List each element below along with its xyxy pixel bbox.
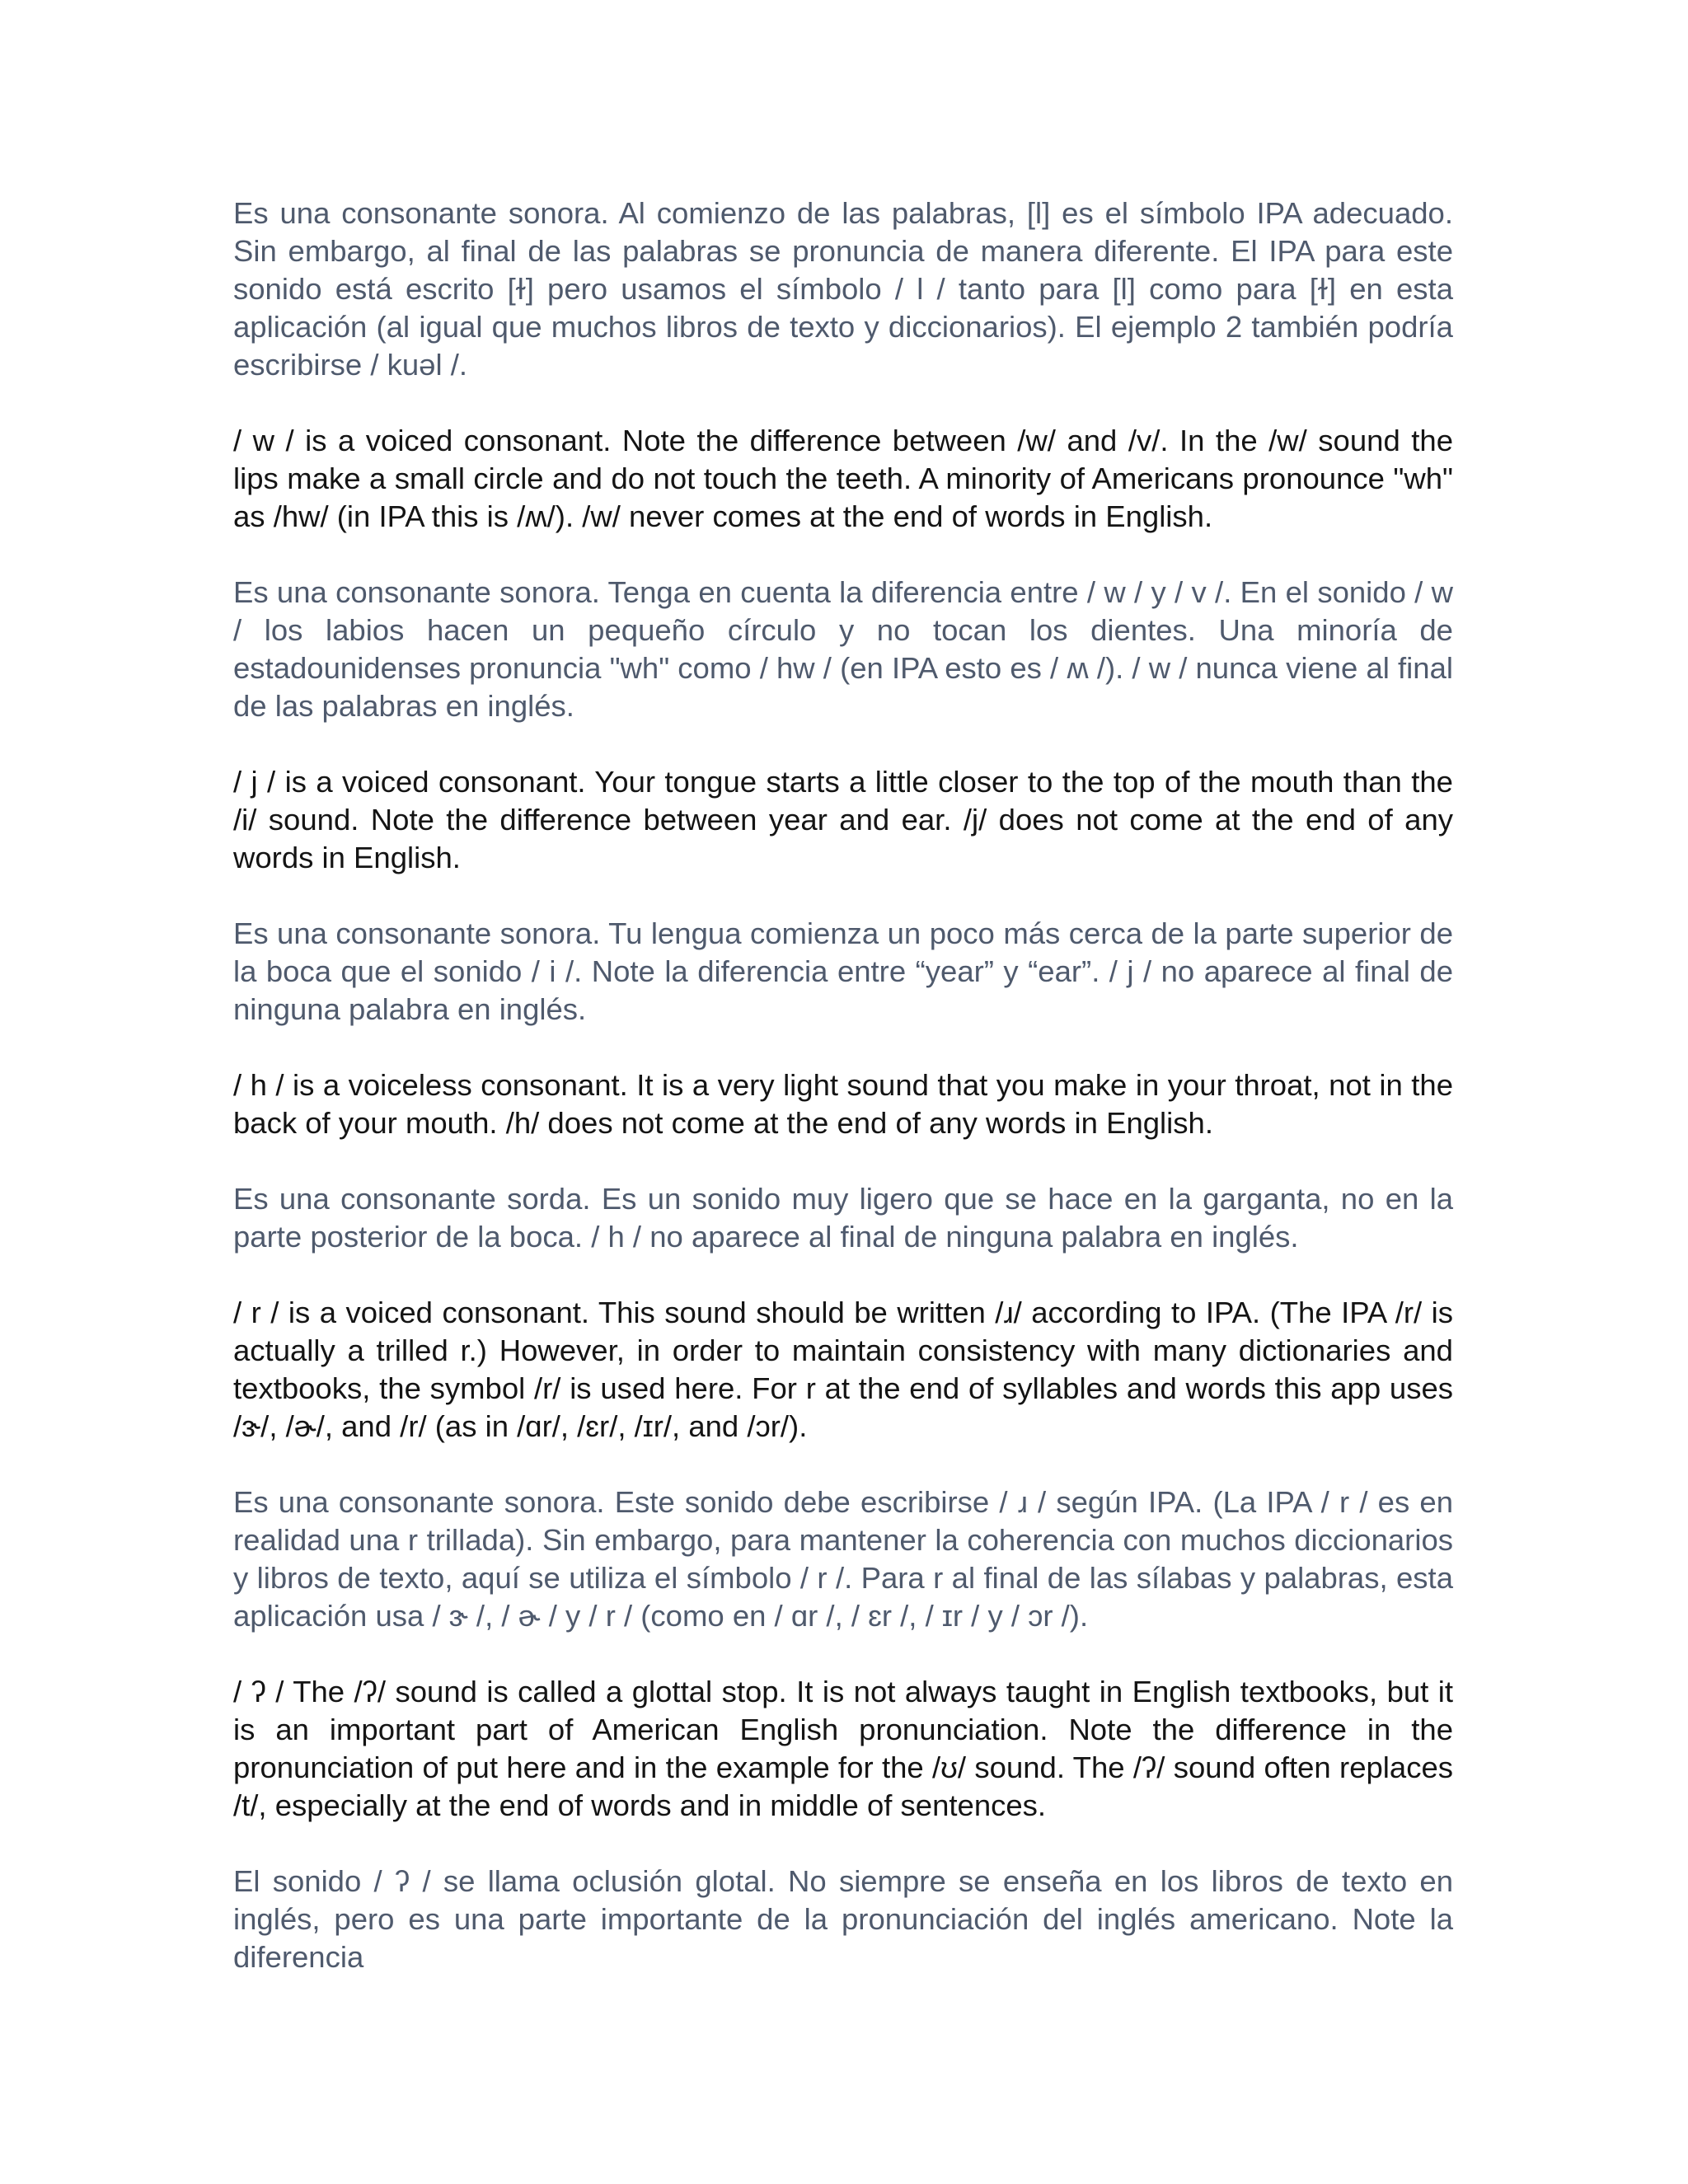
paragraph-w-english: / w / is a voiced consonant. Note the difference between /w/ and /v/. In the /w/ sound the lips make a small circle and do not touch the teeth. A minority of Americans pronounce "wh" as /hw/ (in IPA this is /ʍ/). /w/ never comes at the end of words in English. [233,424,1453,533]
paragraph-w-spanish: Es una consonante sonora. Tenga en cuenta la diferencia entre / w / y / v /. En el sonido / w / los labios hacen un pequeño círculo y no tocan los dientes. Una minoría de estadounidenses pronuncia "wh" como / hw / (en IPA esto es / ʍ /). / w / nunca viene al final de las palabras en inglés. [233,575,1453,723]
paragraph-j-spanish: Es una consonante sonora. Tu lengua comienza un poco más cerca de la parte superior de la boca que el sonido / i /. Note la diferencia entre “year” y “ear”. / j / no aparece al final de ninguna palabra en inglés. [233,916,1453,1026]
paragraph-r-english: / r / is a voiced consonant. This sound should be written /ɹ/ according to IPA. (The IPA /r/ is actually a trilled r.) However, in order to maintain consistency with many dictionaries and textbooks, the symbol /r/ is used here. For r at the end of syllables and words this app uses /ɝ/, /ɚ/, and /r/ (as in /ɑr/, /ɛr/, /ɪr/, and /ɔr/). [233,1296,1453,1443]
paragraph-glottal-stop-english: / ʔ / The /ʔ/ sound is called a glottal stop. It is not always taught in English textbooks, but it is an important part of American English pronunciation. Note the difference in the pronunciation of put here and in the example for the /ʊ/ sound. The /ʔ/ sound often replaces /t/, especially at the end of words and in middle of sentences. [233,1675,1453,1822]
paragraph-h-spanish: Es una consonante sorda. Es un sonido muy ligero que se hace en la garganta, no en la parte posterior de la boca. / h / no aparece al final de ninguna palabra en inglés. [233,1182,1453,1254]
paragraph-j-english: / j / is a voiced consonant. Your tongue starts a little closer to the top of the mouth than the /i/ sound. Note the difference between year and ear. /j/ does not come at the end of any words in English. [233,765,1453,874]
paragraph-h-english: / h / is a voiceless consonant. It is a very light sound that you make in your throat, not in the back of your mouth. /h/ does not come at the end of any words in English. [233,1068,1453,1140]
document-page [233,194,1453,2014]
paragraph-r-spanish: Es una consonante sonora. Este sonido debe escribirse / ɹ / según IPA. (La IPA / r / es en realidad una r trillada). Sin embargo, para mantener la coherencia con muchos diccionarios y libros de texto, aquí se utiliza el símbolo / r /. Para r al final de las sílabas y palabras, esta aplicación usa / ɝ /, / ɚ / y / r / (como en / ɑr /, / ɛr /, / ɪr / y / ɔr /). [233,1485,1453,1633]
paragraph-glottal-stop-spanish: El sonido / ʔ / se llama oclusión glotal. No siempre se enseña en los libros de texto en inglés, pero es una parte importante de la pronunciación del inglés americano. Note la diferencia [233,1864,1453,1974]
paragraph-l-spanish: Es una consonante sonora. Al comienzo de las palabras, [l] es el símbolo IPA adecuado. Sin embargo, al final de las palabras se pronuncia de manera diferente. El IPA para este sonido está escrito [ɫ] pero usamos el símbolo / l / tanto para [l] como para [ɫ] en esta aplicación (al igual que muchos libros de texto y diccionarios). El ejemplo 2 también podría escribirse / kuəl /. [233,196,1453,382]
